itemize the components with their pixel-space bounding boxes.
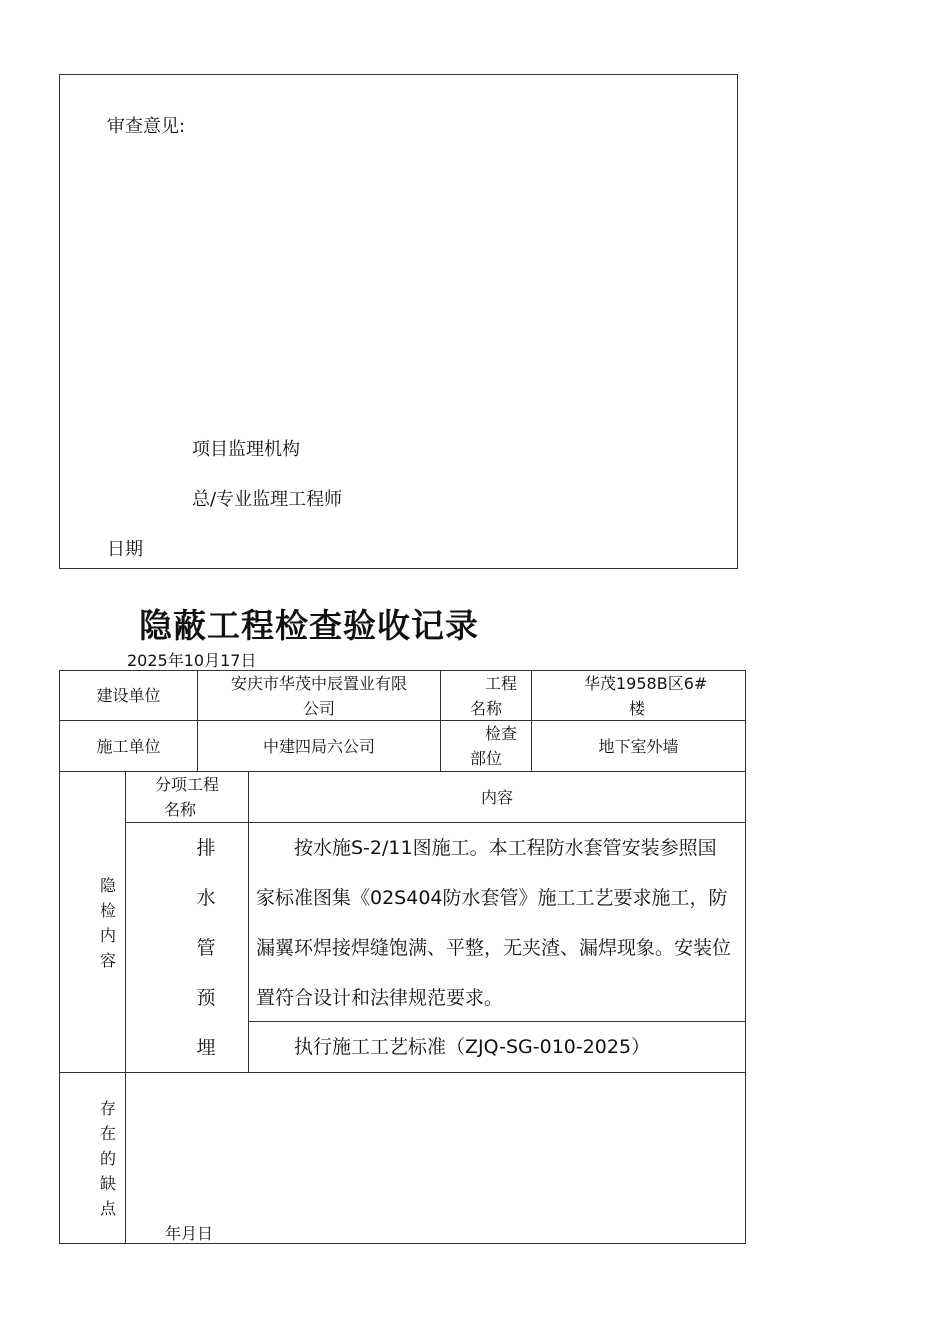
review-date-label: 日期 bbox=[107, 539, 143, 560]
hidden-content-side-label: 隐 检 内 容 bbox=[99, 876, 116, 970]
builder-label: 建设单位 bbox=[96, 686, 161, 705]
contractor-value: 中建四局六公司 bbox=[262, 736, 375, 756]
project-name-value: 华茂1958B区6# 楼 bbox=[584, 673, 708, 718]
subitem-name: 排 水 管 预 埋 bbox=[196, 837, 216, 1059]
hidden-content-text: 按水施S-2/11图施工。本工程防水套管安装参照国 家标准图集《02S404防水套管》施工工艺要求施工，防 漏翼环焊接焊缝饱满、平整，无夹渣、漏焊现象。安装位 置符合设计和法律规范要求。 bbox=[256, 837, 732, 1009]
document-title: 隐蔽工程检查验收记录 bbox=[139, 606, 479, 645]
document-date: 2025年10月17日 bbox=[127, 651, 257, 670]
defects-side-label: 存 在 的 缺 点 bbox=[99, 1099, 116, 1218]
builder-value: 安庆市华茂中辰置业有限 公司 bbox=[230, 673, 407, 718]
contractor-label: 施工单位 bbox=[96, 736, 161, 756]
defects-date-label: 年月日 bbox=[165, 1224, 214, 1243]
review-opinion-label: 审查意见: bbox=[107, 116, 186, 137]
content-header: 内容 bbox=[480, 787, 513, 807]
inspection-part-label: 检查 部位 bbox=[469, 724, 517, 768]
project-name-label: 工程 名称 bbox=[469, 673, 517, 718]
subitem-header: 分项工程 名称 bbox=[154, 775, 219, 819]
supervision-agency-label: 项目监理机构 bbox=[192, 439, 300, 460]
inspection-part-value: 地下室外墙 bbox=[598, 736, 679, 756]
supervision-engineer-label: 总/专业监理工程师 bbox=[192, 489, 343, 510]
review-box bbox=[59, 74, 738, 569]
construction-standard: 执行施工工艺标准（ZJQ-SG-010-2025） bbox=[294, 1036, 651, 1058]
